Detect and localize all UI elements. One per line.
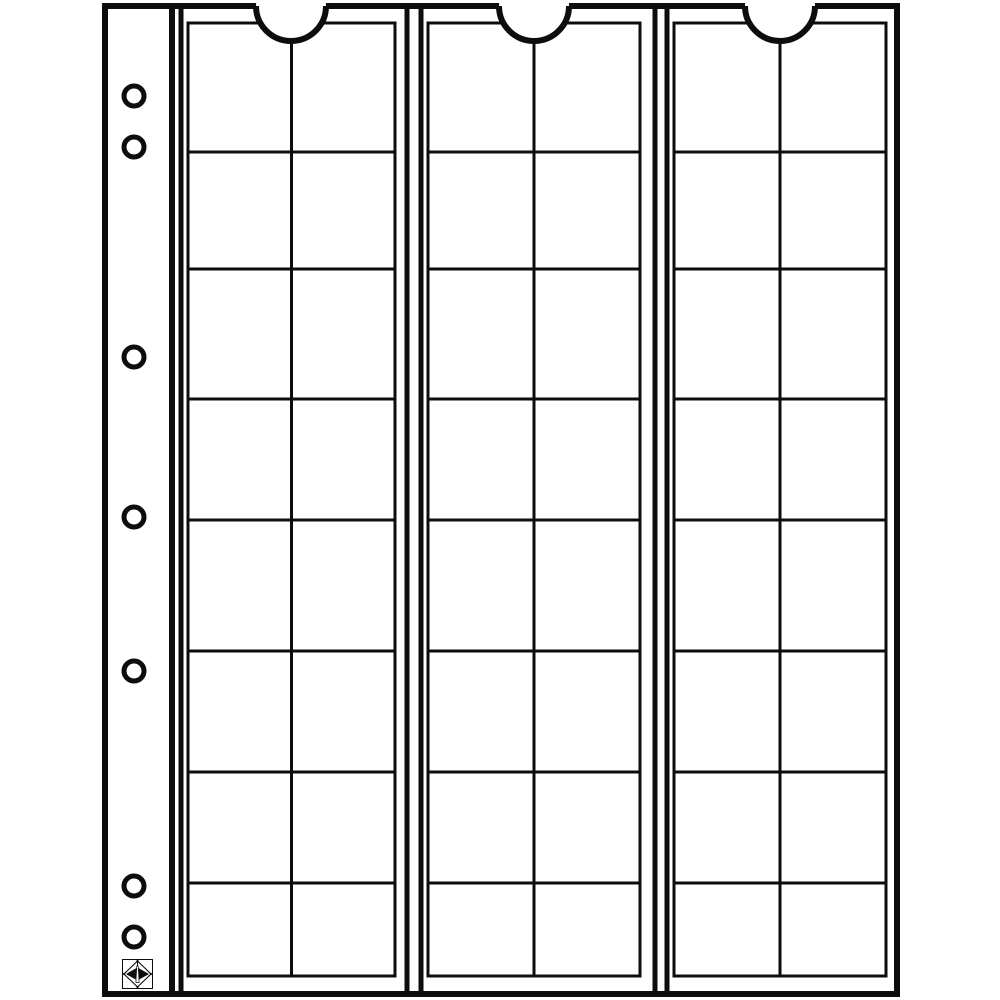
- lighthouse-tower: [136, 966, 139, 983]
- lighthouse-diamond-logo: [123, 960, 153, 989]
